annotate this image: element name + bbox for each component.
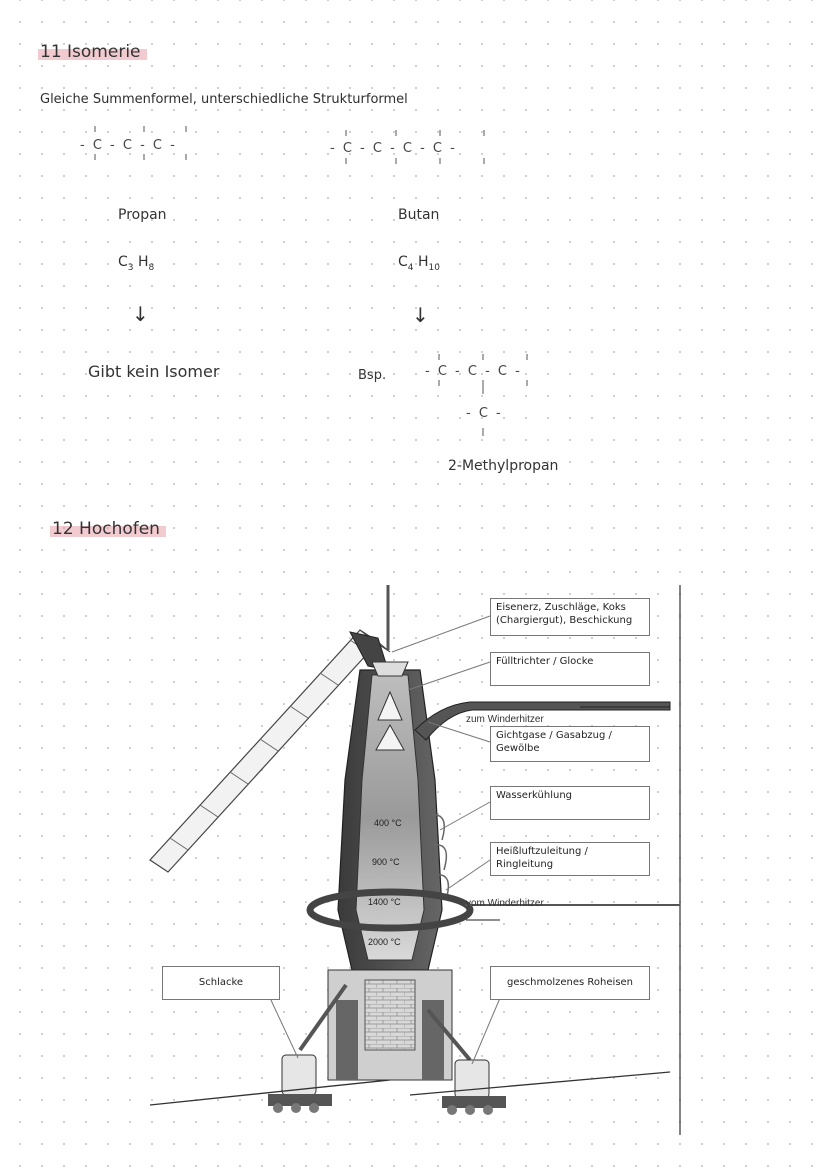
- butan-bonds: [330, 126, 520, 171]
- isomer-definition: Gleiche Summenformel, unterschiedliche Strukturformel: [40, 92, 408, 107]
- propan-formula-c-count: 3: [127, 262, 134, 273]
- propan-result: Gibt kein Isomer: [88, 362, 220, 381]
- section-12-title: 12 Hochofen: [50, 519, 166, 539]
- label-hotair: Heißluftzuleitung / Ringleitung: [490, 842, 650, 876]
- butan-arrow: ↓: [412, 303, 429, 327]
- temp-900: 900 °C: [372, 857, 400, 867]
- methylpropan-name: 2-Methylpropan: [448, 458, 559, 474]
- propan-structure: - C - C - C -: [80, 138, 177, 153]
- butan-structure: - C - C - C - C -: [330, 141, 457, 156]
- label-feed: Eisenerz, Zuschläge, Koks (Chargiergut), Beschickung: [490, 598, 650, 636]
- temp-2000: 2000 °C: [368, 937, 401, 947]
- propan-formula-h: H: [137, 254, 149, 270]
- butan-formula: [398, 254, 440, 273]
- butan-example-label: Bsp.: [358, 368, 387, 383]
- methylpropan-main-chain: - C - C - C -: [425, 364, 522, 379]
- propan-arrow: ↓: [132, 302, 149, 326]
- propan-bonds: [80, 124, 220, 169]
- label-gas: Gichtgase / Gasabzug / Gewölbe: [490, 726, 650, 762]
- butan-formula-c: C: [398, 254, 408, 270]
- label-iron: geschmolzenes Roheisen: [490, 966, 650, 1000]
- label-water: Wasserkühlung: [490, 786, 650, 820]
- propan-formula-c: C: [118, 254, 128, 270]
- butan-formula-h: H: [417, 254, 429, 270]
- propan-formula-h-count: 8: [148, 262, 155, 273]
- temp-400: 400 °C: [374, 818, 402, 828]
- methylpropan-branch: - C -: [466, 406, 503, 421]
- butan-formula-c-count: 4: [407, 262, 414, 273]
- label-bell: Fülltrichter / Glocke: [490, 652, 650, 686]
- propan-name: Propan: [118, 207, 167, 223]
- to-heater-label: zum Winderhitzer: [466, 714, 544, 725]
- butan-name: Butan: [398, 207, 440, 223]
- slag-ladle: [268, 1055, 332, 1113]
- section-11-title: 11 Isomerie: [38, 42, 147, 62]
- methylpropan-bonds: [425, 352, 575, 442]
- from-heater-label: vom Winderhitzer: [466, 898, 544, 909]
- butan-formula-h-count: 10: [428, 262, 440, 273]
- propan-formula: [118, 254, 154, 273]
- label-slag: Schlacke: [162, 966, 280, 1000]
- temp-1400: 1400 °C: [368, 897, 401, 907]
